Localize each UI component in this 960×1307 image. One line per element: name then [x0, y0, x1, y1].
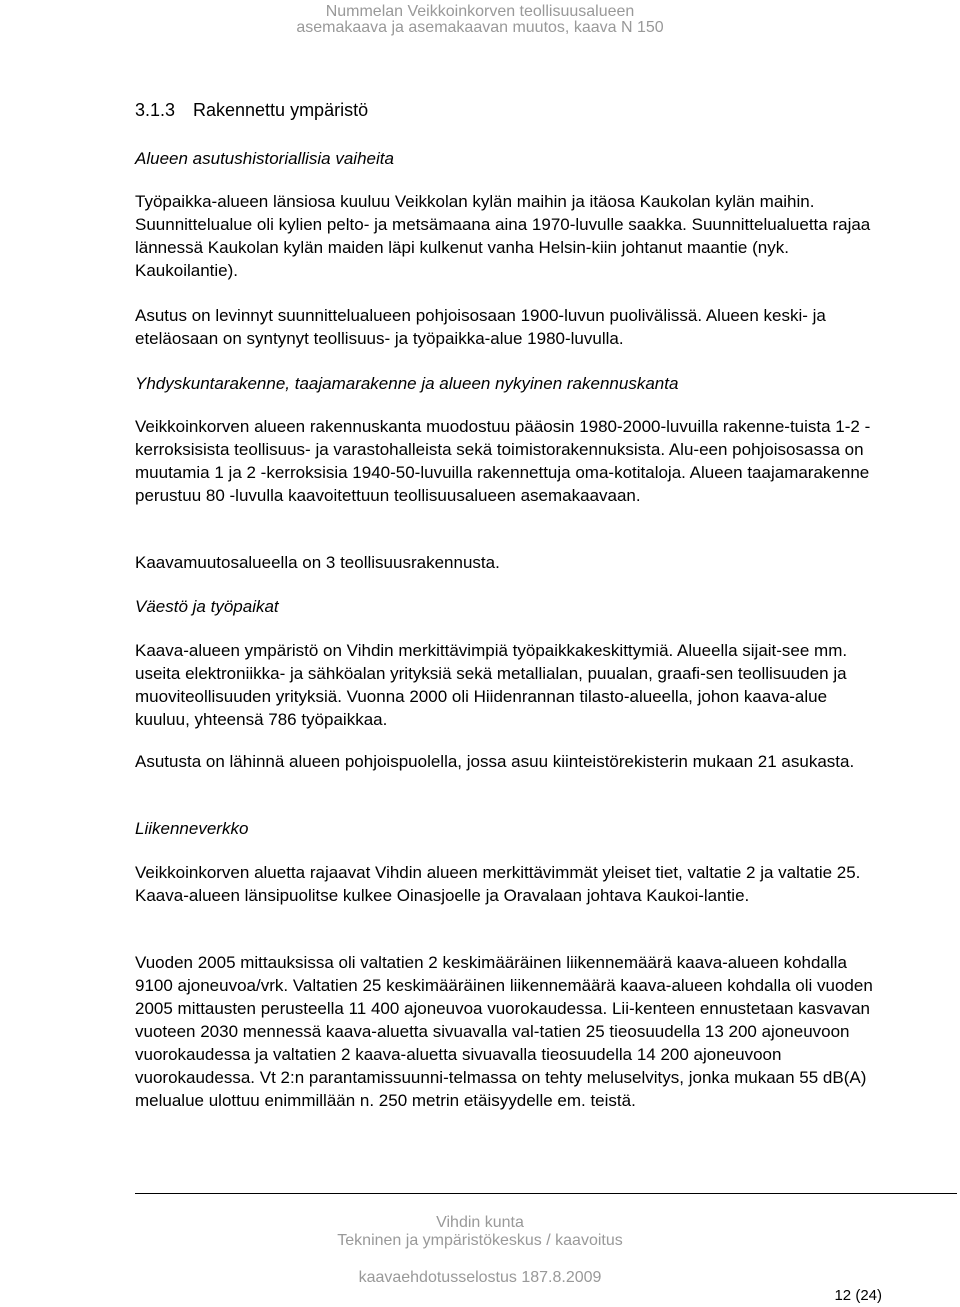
subheading-traffic: Liikenneverkko — [135, 819, 249, 838]
paragraph-roads: Veikkoinkorven aluetta rajaavat Vihdin alueen merkittävimmät yleiset tiet, valtatie 2 ja valtatie 25. Kaava-alueen länsipuolitse kulkee Oinasjoelle ja Oravalaan johtava Kaukoi-lantie. — [135, 863, 861, 905]
paragraph-traffic-volume: Vuoden 2005 mittauksissa oli valtatien 2 keskimääräinen liikennemäärä kaava-alueen kohdalla 9100 ajoneuvoa/vrk. Valtatien 25 keskimääräinen liikennemäärä kaava-alueen kohdalla oli vuoden 2005 mittausten perusteella 11 400 ajoneuvoa vuorokaudessa. Lii-kenteen ennustetaan kasvavan vuoteen 2030 mennessä kaava-aluetta sivuavalla val-tatien 25 tieosuudella 13 200 ajoneuvoon vuorokaudessa ja valtatien 2 kaava-aluetta sivuavalla tieosuudella 14 200 ajoneuvoon vuorokaudessa. Vt 2:n parantamissuunni-telmassa on tehty meluselvitys, jonka mukaan 55 dB(A) melualue ulottuu enimmillään n. 250 metrin etäisyydelle em. teistä. — [135, 953, 873, 1110]
paragraph-residents: Asutusta on lähinnä alueen pohjoispuolella, jossa asuu kiinteistörekisterin mukaan 21 asukasta. — [135, 752, 855, 771]
section-title: Rakennettu ympäristö — [193, 100, 369, 120]
paragraph-building-stock: Veikkoinkorven alueen rakennuskanta muodostuu pääosin 1980-2000-luvuilla rakenne-tuista 1-2 -kerroksisista teollisuus- ja varastohalleista sekä toimistorakennuksista. Alu-een pohjoisosassa on muutamia 1 ja 2 -kerroksisia 1940-50-luvuilla rakennettuja oma-kotitaloja. Alueen taajamarakenne perustuu 80 -luvulla kaavoitettuun teollisuusalueen asemakaavaan. — [135, 417, 871, 505]
paragraph-history: Työpaikka-alueen länsiosa kuuluu Veikkolan kylän maihin ja itäosa Kaukolan kylän maihin. Suunnittelualue oli kylien pelto- ja metsämaana aina 1970-luvulle saakka. Suunnittelualuetta rajaa lännessä Kaukolan kylän maiden läpi kulkenut vanha Helsin-kiin johtanut maantie (nyk. Kaukoilantie). — [135, 192, 871, 280]
subheading-history: Alueen asutushistoriallisia vaiheita — [135, 149, 394, 168]
paragraph-buildings-count: Kaavamuutosalueella on 3 teollisuusrakennusta. — [135, 553, 500, 572]
footer-organization: Vihdin kunta — [436, 1214, 524, 1231]
paragraph-settlement: Asutus on levinnyt suunnittelualueen pohjoisosaan 1900-luvun puolivälissä. Alueen keski- ja eteläosaan on syntynyt teollisuus- ja työpaikka-alue 1980-luvulla. — [135, 306, 826, 348]
subheading-structure: Yhdyskuntarakenne, taajamarakenne ja alueen nykyinen rakennuskanta — [135, 374, 679, 393]
header-title-line1: Nummelan Veikkoinkorven teollisuusalueen — [325, 3, 635, 20]
section-number: 3.1.3 — [135, 100, 176, 120]
page-number: 12 (24) — [834, 1287, 882, 1304]
footer-department: Tekninen ja ympäristökeskus / kaavoitus — [337, 1232, 623, 1249]
footer-document-id: kaavaehdotusselostus 187.8.2009 — [358, 1269, 602, 1286]
section-heading — [135, 97, 368, 123]
paragraph-workplaces: Kaava-alueen ympäristö on Vihdin merkittävimpiä työpaikkakeskittymiä. Alueella sijait-see mm. useita elektroniikka- ja sähköalan yrityksiä sekä metallialan, puualan, graafi-sen teollisuuden ja muoviteollisuuden yrityksiä. Vuonna 2000 oli Hiidenrannan tilasto-alueella, johon kaava-alue kuuluu, yhteensä 786 työpaikkaa. — [135, 641, 848, 729]
subheading-population: Väestö ja työpaikat — [135, 597, 279, 616]
footer-divider — [135, 1193, 957, 1194]
header-title-line2: asemakaava ja asemakaavan muutos, kaava N 150 — [296, 19, 664, 36]
